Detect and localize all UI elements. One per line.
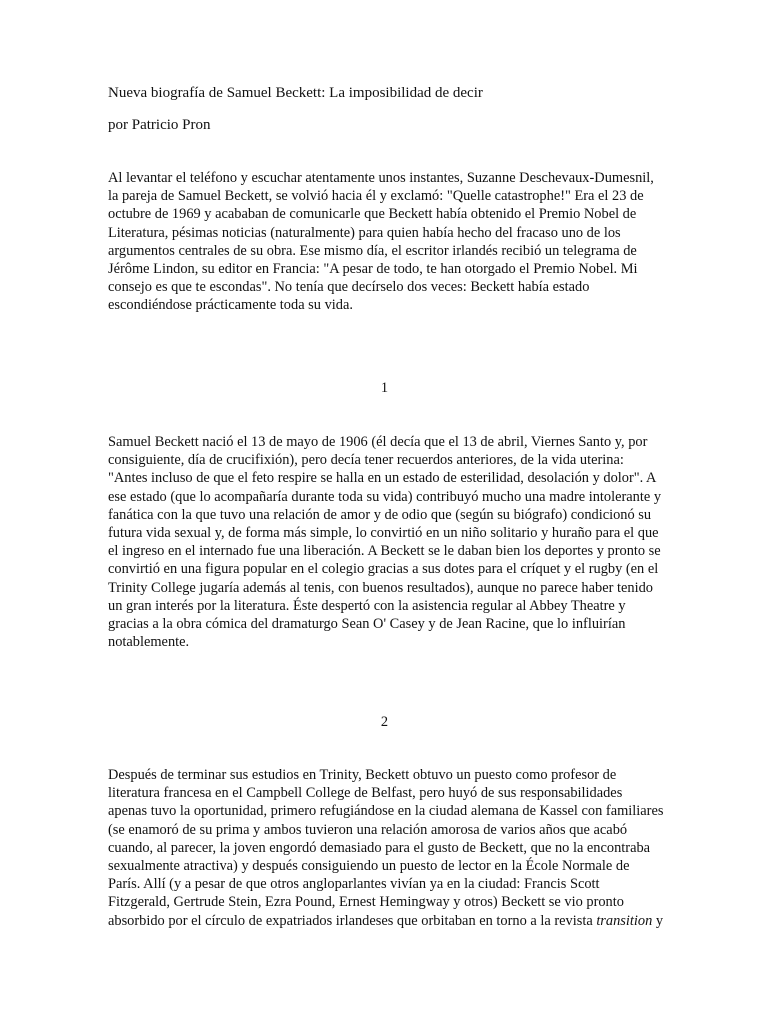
paragraph-line: Fitzgerald, Gertrude Stein, Ezra Pound, Ernest Hemingway y otros) Beckett se vio pronto [108, 894, 624, 911]
italic-journal-title: transition [596, 912, 653, 929]
paragraph-line: fanática con la que tuvo una relación de amor y de odio que (según su biógrafo) condicionó su [108, 506, 652, 523]
paragraph-line: consiguiente, día de crucifixión), pero decía tener recuerdos anteriores, de la vida uterina: [108, 452, 624, 469]
document-author: por Patricio Pron [108, 117, 211, 133]
paragraph-line: gracias a la obra cómica del dramaturgo Sean O' Casey y de Jean Racine, que lo influirían [108, 616, 626, 633]
intro-paragraph [108, 169, 661, 315]
section2-paragraph [108, 766, 664, 930]
section-number: 1 [380, 380, 389, 396]
paragraph-line: Jérôme Lindon, su editor en Francia: "A pesar de todo, te han otorgado el Premio Nobel. Mi [108, 261, 638, 278]
paragraph-line: sexualmente atractiva) y después consiguiendo un puesto de lector en la École Normale de [108, 858, 630, 875]
paragraph-line: el ingreso en el internado fue una liberación. A Beckett se le daban bien los deportes y pronto se [108, 543, 661, 560]
paragraph-line: la pareja de Samuel Beckett, se volvió hacia él y exclamó: "Quelle catastrophe!" Era el 23 de [108, 188, 644, 205]
paragraph-line: literatura francesa en el Campbell College de Belfast, pero huyó de sus responsabilidades [108, 785, 623, 802]
paragraph-line: Literatura, pésimas noticias (naturalmente) para quien había hecho del fracaso uno de los [108, 224, 621, 241]
section1-paragraph [108, 433, 661, 651]
paragraph-line: octubre de 1969 y acababan de comunicarle que Beckett había obtenido el Premio Nobel de [108, 206, 637, 223]
paragraph-line: Trinity College jugaría además al tenis, con buenos resultados), aunque no parece haber tenido [108, 579, 653, 596]
paragraph-line: argumentos centrales de su obra. Ese mismo día, el escritor irlandés recibió un telegrama de [108, 242, 637, 259]
line-text: absorbido por el círculo de expatriados irlandeses que orbitaban en torno a la revista [108, 912, 597, 929]
paragraph-line: escondiéndose prácticamente toda su vida. [108, 297, 353, 314]
paragraph-line: futura vida sexual y, de forma más simple, lo convirtió en un niño solitario y huraño para el que [108, 525, 659, 542]
paragraph-line: apenas tuvo la oportunidad, primero refugiándose en la ciudad alemana de Kassel con familiares [108, 803, 664, 820]
paragraph-line: ese estado (que lo acompañaría durante toda su vida) contribuyó mucho una madre intolerante y [108, 488, 662, 505]
section-number: 2 [380, 714, 389, 730]
paragraph-line: Samuel Beckett nació el 13 de mayo de 1906 (él decía que el 13 de abril, Viernes Santo y, por [108, 434, 648, 450]
paragraph-line: Al levantar el teléfono y escuchar atentamente unos instantes, Suzanne Deschevaux-Dumesnil, [108, 170, 654, 186]
paragraph-line: consejo es que te escondas". No tenía que decírselo dos veces: Beckett había estado [108, 279, 590, 296]
paragraph-line: un gran interés por la literatura. Éste despertó con la asistencia regular al Abbey Theatre y [108, 597, 626, 614]
paragraph-line: cuando, al parecer, la joven engordó demasiado para el gusto de Beckett, que no la encontraba [108, 839, 651, 856]
paragraph-line: notablemente. [108, 634, 190, 651]
paragraph-line: convirtió en una figura popular en el colegio gracias a sus dotes para el críquet y el rugby (en el [108, 561, 659, 578]
paragraph-line [108, 912, 664, 930]
paragraph-line: (se enamoró de su prima y ambos tuvieron una relación amorosa de varios años que acabó [108, 821, 628, 838]
paragraph-line: "Antes incluso de que el feto respire se halla en un estado de esterilidad, desolación y dolor". A [108, 470, 657, 487]
paragraph-line: Después de terminar sus estudios en Trinity, Beckett obtuvo un puesto como profesor de [108, 767, 617, 783]
document-title: Nueva biografía de Samuel Beckett: La imposibilidad de decir [108, 85, 483, 101]
line-text: y [652, 912, 664, 929]
paragraph-line: París. Allí (y a pesar de que otros angloparlantes vivían ya en la ciudad: Francis Scott [108, 876, 600, 893]
